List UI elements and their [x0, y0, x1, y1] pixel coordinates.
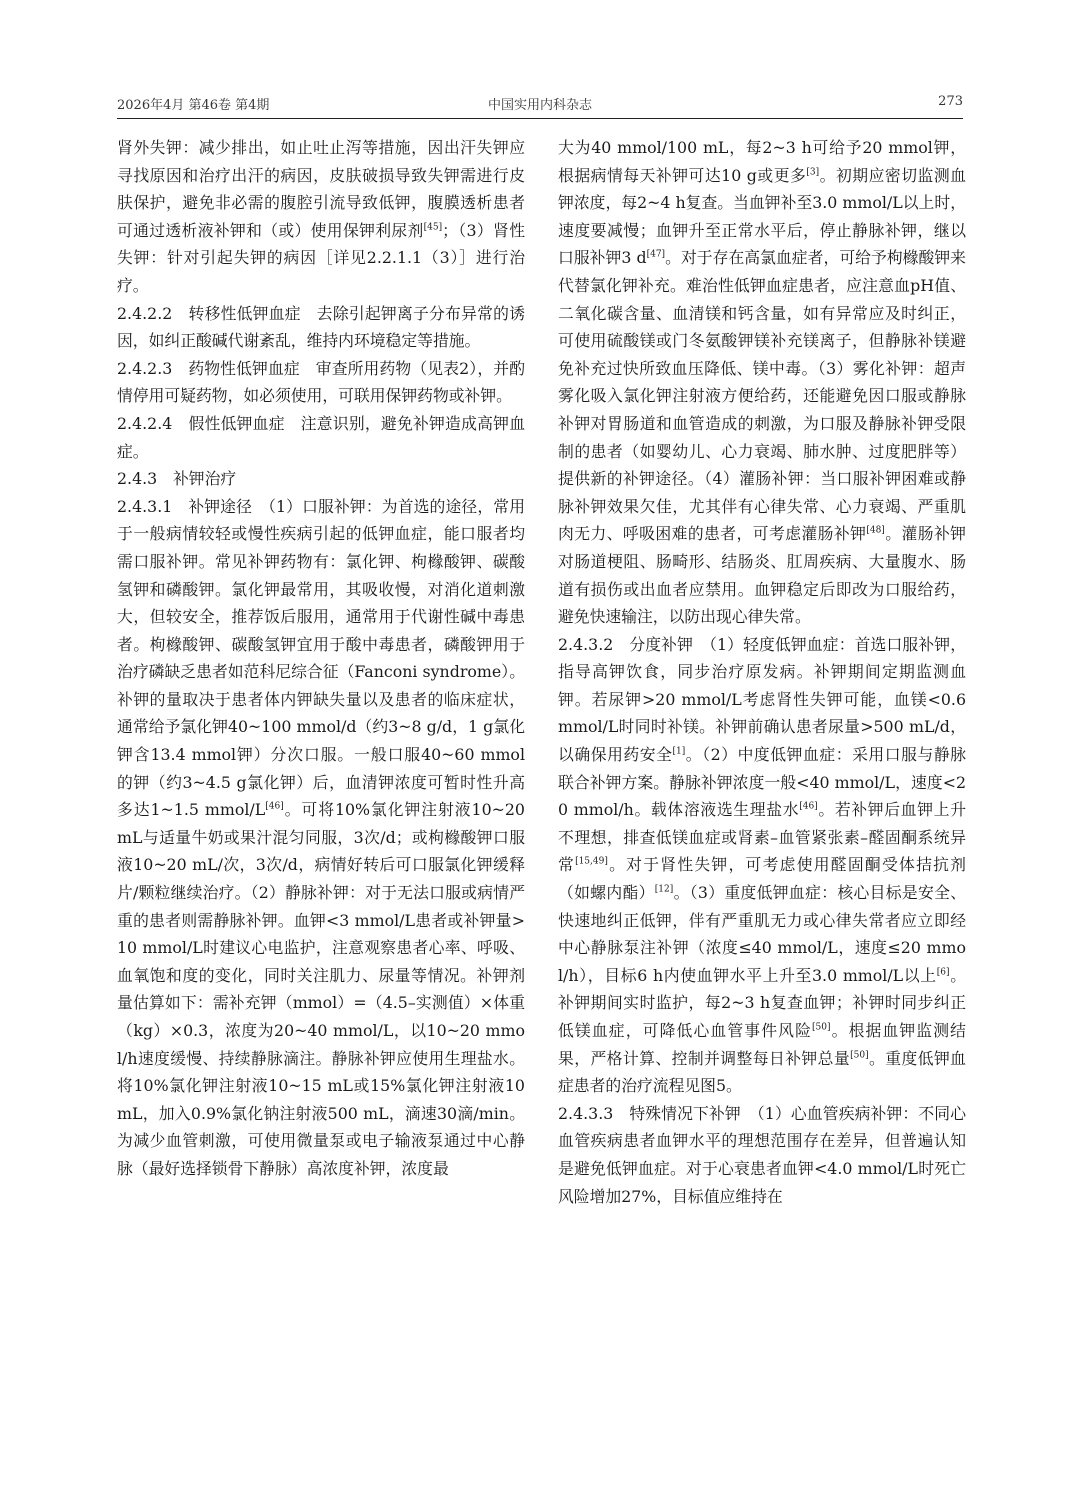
text-run: 大为40 mmol/100 mL，每2~3 h可给予20 mmol钾，根据病情每天补钾可达10 g或更多 — [558, 138, 966, 185]
citation: [50] — [812, 1022, 831, 1033]
page-number: 273 — [938, 94, 963, 109]
text-run: 。对于肾性失钾，可考虑使用醛固酮受体拮抗剂（如螺内酯） — [558, 855, 966, 903]
text-run: 。重度低钾血症患者的治疗流程见图5。 — [558, 1048, 966, 1096]
paragraph-2-4-3-1: 2.4.3.1 补钾途径 （1）口服补钾：为首选的途径，常用于一般病情较轻或慢性疾病引起的低钾血症，能口服者均需口服补钾。常见补钾药物有：氯化钾、枸橼酸钾、碳酸氢钾和磷酸钾。氯化钾最常用，其吸收慢，对消化道刺激大，但较安全，推荐饭后服用，通常用于代谢性碱中毒患者。枸橼酸钾、碳酸氢钾宜用于酸中毒患者，磷酸钾用于治疗磷缺乏患者如范科尼综合征（Fanconi syndrome）。补钾的量取决于患者体内钾缺失量以及患者的临床症状，通常给予氯化钾40~100 mmol/d（约3~8 g/d，1 g氯化钾含13.4 mmol钾）分次口服。一般口服40~60 mmol的钾（约3~4.5 g氯化钾）后，血清钾浓度可暂时性升高多达1~1.5 mmol/L[46]。可将10%氯化钾注射液10~20 mL与适量牛奶或果汁混匀同服，3次/d；或枸橼酸钾口服液10~20 mL/次，3次/d，病情好转后可口服氯化钾缓释片/颗粒继续治疗。（2）静脉补钾：对于无法口服或病情严重的患者则需静脉补钾。血钾<3 mmol/L患者或补钾量>10 mmol/L时建议心电监护，注意观察患者心率、呼吸、血氧饱和度的变化，同时关注肌力、尿量等情况。补钾剂量估算如下：需补充钾（mmol）=（4.5–实测值）×体重（kg）×0.3，浓度为20~40 mmol/L，以10~20 mmol/h速度缓慢、持续静脉滴注。静脉补钾应使用生理盐水。将10%氯化钾注射液10~15 mL或15%氯化钾注射液10 mL，加入0.9%氯化钠注射液500 mL，滴速30滴/min。为减少血管刺激，可使用微量泵或电子输液泵通过中心静脉（最好选择锁骨下静脉）高浓度补钾，浓度最 — [117, 496, 525, 1178]
paragraph-2-4-2-3: 2.4.2.3 药物性低钾血症 审查所用药物（见表2），并酌情停用可疑药物，如必须使用，可联用保钾药物或补钾。 — [117, 358, 525, 406]
paragraph-2-4-3-3 — [558, 1100, 966, 1210]
citation: [50] — [850, 1050, 869, 1061]
text-run: 。对于存在高氯血症者，可给予枸橼酸钾来代替氯化钾补充。难治性低钾血症患者，应注意血pH值、二氧化碳含量、血清镁和钙含量，如有异常应及时纠正，可使用硫酸镁或门冬氨酸钾镁补充镁离子，但静脉补镁避免补充过快所致血压降低、镁中毒。（3）雾化补钾：超声雾化吸入氯化钾注射液方便给药，还能避免因口服或静脉补钾对胃肠道和血管造成的刺激，为口服及静脉补钾受限制的患者（如婴幼儿、心力衰竭、肺水肿、过度肥胖等）提供新的补钾途径。（4）灌肠补钾：当口服补钾困难或静脉补钾效果欠佳，尤其伴有心律失常、心力衰竭、严重肌肉无力、呼吸困难的患者，可考虑灌肠补钾 — [558, 248, 966, 544]
header-rule — [117, 118, 963, 119]
left-column — [117, 134, 525, 1183]
paragraph-2-4-3-2 — [558, 631, 966, 1100]
text-run: 。根据血钾监测结果，严格计算、控制并调整每日补钾总量 — [558, 1021, 966, 1068]
text-run: 。初期应密切监测血钾浓度，每2~4 h复查。当血钾补至3.0 mmol/L以上时，速度要减慢；血钾升至正常水平后，停止静脉补钾，继以口服补钾3 d — [558, 165, 966, 268]
text-run: 。若补钾后血钾上升不理想，排查低镁血症或肾素–血管紧张素–醛固酮系统异常 — [558, 800, 966, 875]
citation: [3] — [806, 167, 820, 178]
citation: [1] — [672, 746, 686, 757]
text-run: 2.4.3.2 分度补钾 （1）轻度低钾血症：首选口服补钾，指导高钾饮食，同步治疗原发病。补钾期间定期监测血钾。若尿钾>20 mmol/L考虑肾性失钾可能，血镁<0.6 mmol/L时同时补镁。补钾前确认患者尿量>500 mL/d，以确保用药安全 — [558, 634, 966, 765]
citation: [47] — [646, 250, 666, 261]
citation: [15,49] — [575, 857, 608, 868]
citation: [6] — [936, 967, 950, 978]
text-run: 。灌肠补钾对肠道梗阻、肠畸形、结肠炎、肛周疾病、大量腹水、肠道有损伤或出血者应禁用。血钾稳定后即改为口服给药，避免快速输注，以防出现心律失常。 — [558, 524, 966, 627]
paragraph-iv-continued — [558, 134, 966, 631]
text-run: 。（3）重度低钾血症：核心目标是安全、快速地纠正低钾，伴有严重肌无力或心律失常者应立即经中心静脉泵注补钾（浓度≤40 mmol/L，速度≤20 mmol/h），目标6 h内使血钾水平上升至3.0 mmol/L以上 — [558, 883, 966, 985]
citation: [46] — [265, 801, 284, 812]
journal-name: 中国实用内科杂志 — [487, 98, 592, 113]
running-header — [117, 94, 963, 118]
citation: [12] — [654, 884, 674, 895]
text-run: 。（2）中度低钾血症：采用口服与静脉联合补钾方案。静脉补钾浓度一般<40 mmol/L，速度<20 mmol/h。载体溶液选生理盐水 — [558, 745, 966, 820]
paragraph-2-4-2-2: 2.4.2.2 转移性低钾血症 去除引起钾离子分布异常的诱因，如纠正酸碱代谢紊乱，维持内环境稳定等措施。 — [117, 303, 525, 351]
journal-issue: 2026年4月 第46卷 第4期 — [117, 98, 270, 113]
citation: [46] — [799, 801, 818, 812]
text-run: 2.4.3.3 特殊情况下补钾 （1）心血管疾病补钾：不同心血管疾病患者血钾水平的理想范围存在差异，但普遍认知是避免低钾血症。对于心衰患者血钾<4.0 mmol/L时死亡风险增加27%，目标值应维持在 — [558, 1103, 966, 1206]
right-column — [558, 134, 966, 1210]
paragraph-renal-loss: 肾外失钾：减少排出，如止吐止泻等措施，因出汗失钾应寻找原因和治疗出汗的病因，皮肤破损导致失钾需进行皮肤保护，避免非必需的腹腔引流导致低钾，腹膜透析患者可通过透析液补钾和（或）使用保钾利尿剂[45]；（3）肾性失钾：针对引起失钾的病因［详见2.2.1.1（3）］进行治疗。 — [117, 138, 525, 295]
text-run: 。补钾期间实时监护，每2~3 h复查血钾；补钾时同步纠正低镁血症，可降低心血管事件风险 — [558, 965, 966, 1040]
section-heading-2-4-3: 2.4.3 补钾治疗 — [117, 469, 237, 489]
paragraph-2-4-2-4: 2.4.2.4 假性低钾血症 注意识别，避免补钾造成高钾血症。 — [117, 413, 525, 461]
citation: [48] — [866, 526, 885, 537]
citation: [45] — [423, 222, 443, 233]
